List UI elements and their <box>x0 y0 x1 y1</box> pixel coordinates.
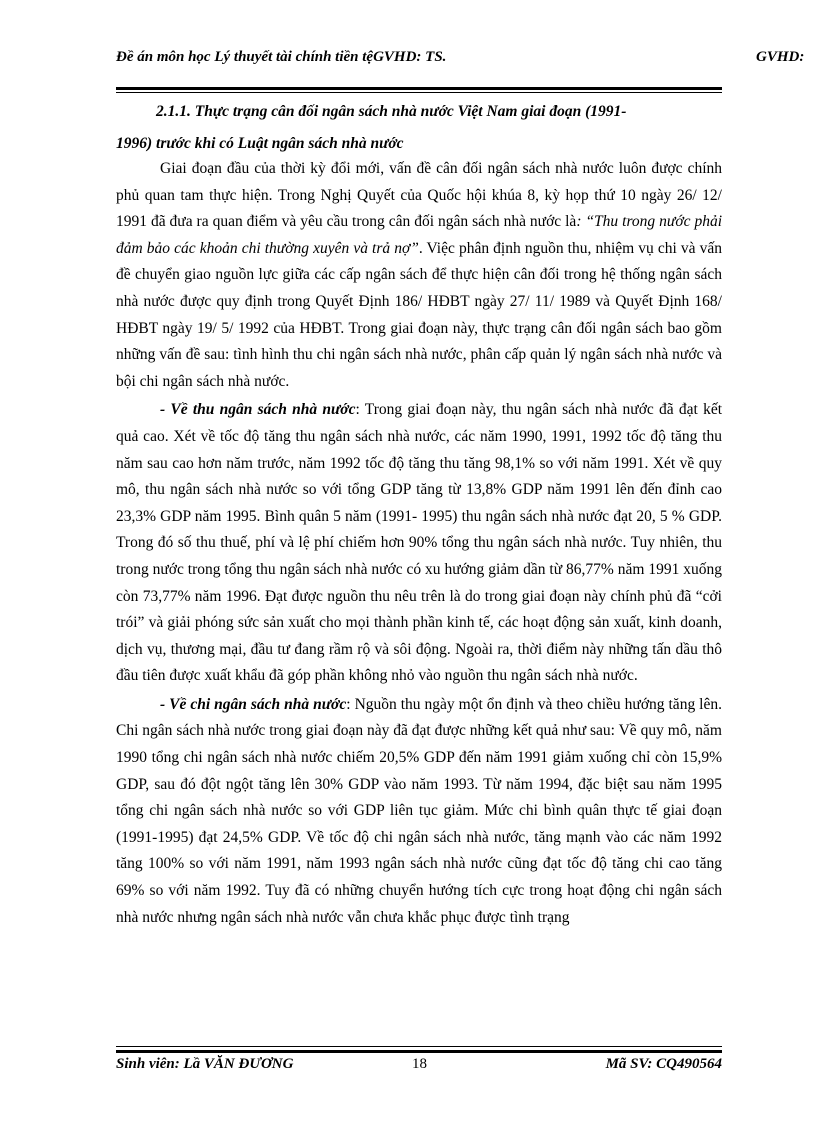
section-heading <box>116 96 722 160</box>
section-heading-line-2: 1996) trước khi có Luật ngân sách nhà nước <box>116 135 404 152</box>
header-divider-thick <box>116 87 722 90</box>
paragraph-intro-text-1: Giai đoạn đầu của thời kỳ đổi mới, vấn đề cân đối ngân sách nhà nước luôn được chính phủ quan tam thực hiện. Trong Nghị Quyết của Quốc hội khúa 8, kỳ họp thứ 10 ngày 26/ 12/ 1991 đã đưa ra quan điểm và yêu cầu trong cân đối ngân sách nhà nước là <box>116 160 722 231</box>
paragraph-revenue-text: : Trong giai đoạn này, thu ngân sách nhà nước đã đạt kết quả cao. Xét về tốc độ tăng thu ngân sách nhà nước, các năm 1990, 1991, 1992 tốc độ tăng thu năm sau cao hơn năm trước, năm 1992 tốc độ tăng thu tăng 98,1% so với năm 1991. Xét về quy mô, thu ngân sách nhà nước so với tổng GDP tăng từ 13,8% GDP năm 1991 lên đến đỉnh cao 23,3% GDP năm 1995. Bình quân 5 năm (1991- 1995) thu ngân sách nhà nước đạt 20, 5 % GDP. Trong đó số thu thuế, phí và lệ phí chiếm hơn 90% tổng thu ngân sách nhà nước. Tuy nhiên, thu trong nước trong tổng thu ngân sách nhà nước có xu hướng giảm dần từ 86,77% năm 1991 xuống còn 73,77% năm 1996. Đạt được nguồn thu nêu trên là do trong giai đoạn này chính phủ đã “cởi trói” và giải phóng sức sản xuất cho mọi thành phần kinh tế, các hoạt động sản xuất, kinh doanh, dịch vụ, thương mại, đầu tư đang rầm rộ và sôi động. Ngoài ra, thời điểm này những tấn dầu thô đầu tiên được xuất khẩu đã góp phần không nhỏ vào nguồn thu ngân sách nhà nước. <box>116 401 722 685</box>
paragraph-revenue <box>116 397 722 690</box>
paragraph-revenue-lead: - Về thu ngân sách nhà nước <box>160 401 356 419</box>
paragraph-expenditure-text: : Nguồn thu ngày một ổn định và theo chiều hướng tăng lên. Chi ngân sách nhà nước trong giai đoạn này đã đạt được những kết quả như sau: Về quy mô, năm 1990 tổng chi ngân sách nhà nước chiếm 20,5% GDP đến năm 1991 giảm xuống chỉ còn 15,9% GDP, sau đó đột ngột tăng lên 30% GDP vào năm 1993. Từ năm 1994, đặc biệt sau năm 1995 tổng chi ngân sách nhà nước so với GDP liên tục giảm. Mức chi bình quân thực tế giai đoạn (1991-1995) đạt 24,5% GDP. Về tốc độ chi ngân sách nhà nước, tăng mạnh vào các năm 1992 tăng 100% so với năm 1991, năm 1993 ngân sách nhà nước cũng đạt tốc độ tăng chi cao tăng 69% so với năm 1992. Tuy đã có những chuyển hướng tích cực trong hoạt động chi ngân sách nhà nước nhưng ngân sách nhà nước vẫn chưa khắc phục được tình trạng <box>116 695 722 926</box>
header-advisor-label: GVHD: <box>756 49 805 65</box>
footer-student-name: Sinh viên: Lầ VĂN ĐƯƠNG <box>116 1056 294 1072</box>
paragraph-expenditure-lead: - Về chi ngân sách nhà nước <box>160 695 347 713</box>
section-heading-line-1: 2.1.1. Thực trạng cân đối ngân sách nhà nước Việt Nam giai đoạn (1991- <box>156 103 627 120</box>
page-footer <box>116 1056 722 1076</box>
document-body <box>116 156 722 931</box>
footer-divider-thick <box>116 1050 722 1053</box>
paragraph-intro <box>116 156 722 395</box>
footer-divider-thin <box>116 1046 722 1047</box>
header-divider-thin <box>116 92 722 93</box>
paragraph-intro-text-2: . Việc phân định nguồn thu, nhiệm vụ chi và vấn đề chuyển giao nguồn lực giữa các cấp ngân sách để thực hiện cân đối trong hệ thống ngân sách nhà nước được quy định trong Quyết Định 186/ HĐBT ngày 27/ 11/ 1989 và Quyết Định 168/ HĐBT ngày 19/ 5/ 1992 của HĐBT. Trong giai đoạn này, thực trạng cân đối ngân sách bao gồm những vấn đề sau: tình hình thu chi ngân sách nhà nước, phân cấp quản lý ngân sách nhà nước và bội chi ngân sách nhà nước. <box>116 239 722 390</box>
paragraph-intro-quote: : “Thu trong nước phải đảm bảo các khoản chi thường xuyên và trả nợ” <box>116 213 723 257</box>
footer-page-number: 18 <box>412 1056 427 1072</box>
header-title: Đề án môn học Lý thuyết tài chính tiền tệGVHD: TS. <box>116 49 447 65</box>
paragraph-expenditure <box>116 692 722 931</box>
footer-student-id: Mã SV: CQ490564 <box>605 1056 722 1072</box>
